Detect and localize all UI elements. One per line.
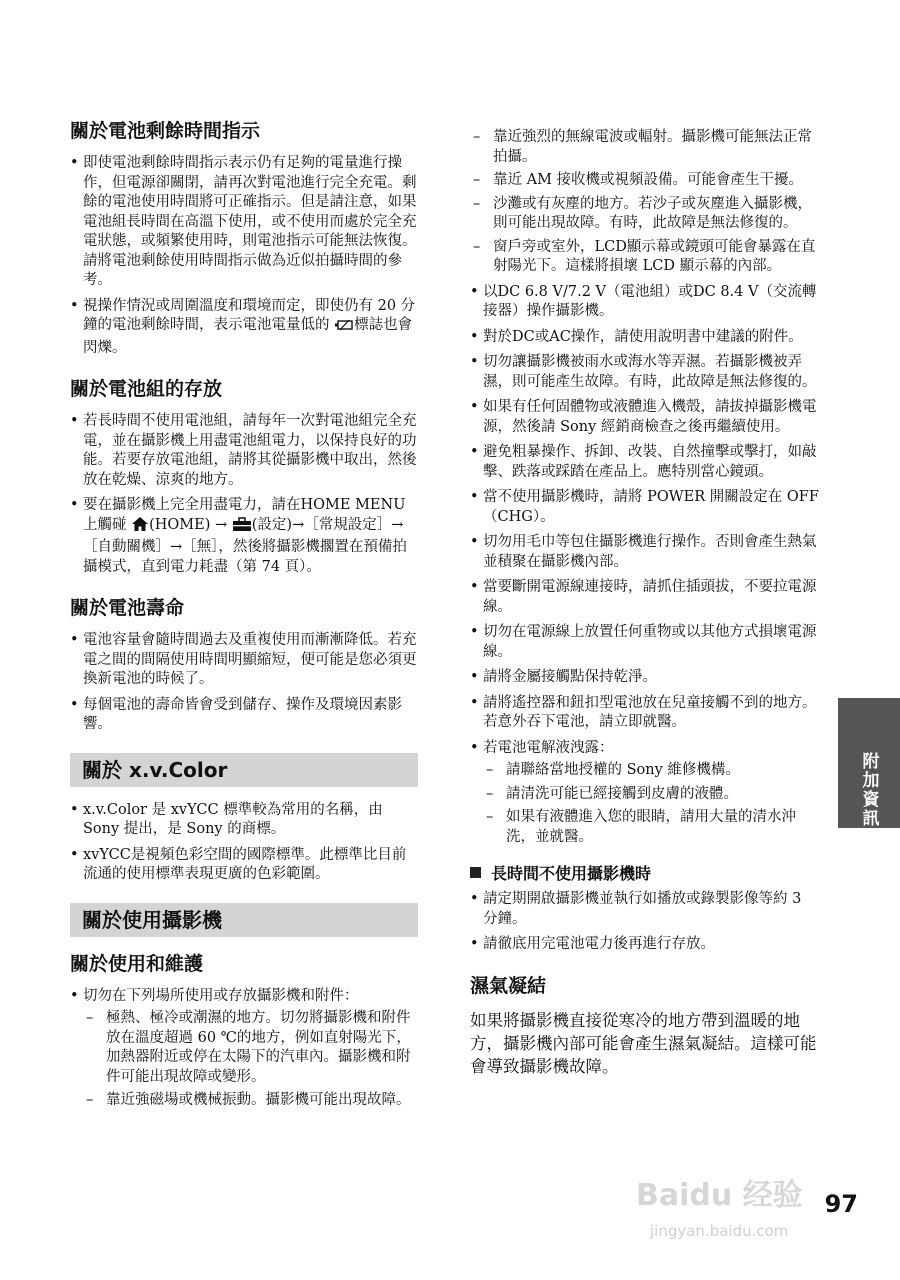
home-icon (131, 516, 149, 539)
section-title-condensation: 濕氣凝結 (470, 974, 547, 997)
use-maintenance-list (70, 987, 418, 1111)
square-bullet-icon (470, 867, 481, 878)
condensation-text: 如果將攝影機直接從寒冷的地方帶到溫暖的地方，攝影機內部可能會產生濕氣凝結。這樣可能會導致攝影機故障。 (470, 1010, 817, 1076)
list-item: • 對於DC或AC操作，請使用說明書中建議的附件。 (470, 328, 820, 348)
battery-life-list (70, 631, 418, 735)
sub-list (83, 1009, 418, 1111)
sub-item: – 靠近強烈的無線電波或輻射。攝影機可能無法正常拍攝。 (470, 128, 820, 167)
list-item: • 請將遙控器和鈕扣型電池放在兒童接觸不到的地方。若意外吞下電池，請立即就醫。 (470, 694, 820, 733)
sub-item: – 靠近強磁場或機械振動。攝影機可能出現故障。 (83, 1091, 418, 1111)
list-item: • xvYCC是視頻色彩空間的國際標準。此標準比目前流通的使用標準表現更廣的色彩範圍。 (70, 846, 418, 885)
sub-item: – 靠近 AM 接收機或視頻設備。可能會產生干擾。 (470, 171, 820, 191)
battery-storage-list (70, 412, 418, 577)
battery-time-list (70, 154, 418, 358)
section-title-use-maintenance: 關於使用和維護 (70, 952, 204, 975)
battery-low-icon (334, 318, 354, 339)
list-item: • 請將金屬接觸點保持乾淨。 (470, 668, 820, 688)
list-item: • 切勿用毛巾等包住攝影機進行操作。否則會產生熱氣並積聚在攝影機內部。 (470, 533, 820, 572)
list-item: • 切勿在電源線上放置任何重物或以其他方式損壞電源線。 (470, 623, 820, 662)
band-title-camera-use: 關於使用攝影機 (70, 903, 418, 937)
band-title-xvcolor: 關於 x.v.Color (70, 753, 418, 787)
watermark-logo: Baidu 经验 (636, 1178, 803, 1213)
watermark-url: jingyan.baidu.com (650, 1222, 789, 1240)
section-title-battery-time: 關於電池剩餘時間指示 (70, 120, 261, 142)
list-item: • 每個電池的壽命皆會受到儲存、操作及環境因素影響。 (70, 696, 418, 735)
list-item: • 即使電池剩餘時間指示表示仍有足夠的電量進行操作，但電源卻關閉，請再次對電池進行完全充電。剩餘的電池使用時間將可正確指示。但是請注意，如果電池組長時間在高溫下使用，或不使用而處於完全充電狀態，或頻繁使用時，則電池指示可能無法恢復。請將電池剩餘使用時間指示做為近似拍攝時間的參考。 (70, 154, 418, 291)
list-item: • 避免粗暴操作、拆卸、改裝、自然撞擊或擊打，如敲擊、跌落或踩踏在產品上。應特別當心鏡頭。 (470, 443, 820, 482)
list-item: • 視操作情況或周圍溫度和環境而定，即使仍有 20 分鐘的電池剩餘時間，表示電池電量低的 標誌也會閃爍。 (70, 297, 418, 359)
list-item: • 以DC 6.8 V/7.2 V（電池組）或DC 8.4 V（交流轉接器）操作攝影機。 (470, 283, 820, 322)
right-column (470, 128, 820, 1078)
sub-list-continued (470, 128, 820, 277)
xvcolor-list (70, 801, 418, 885)
page-number: 97 (824, 1190, 858, 1218)
sub-item: – 請清洗可能已經接觸到皮膚的液體。 (483, 785, 820, 805)
sub-item: – 沙灘或有灰塵的地方。若沙子或灰塵進入攝影機，則可能出現故障。有時，此故障是無法修復的。 (470, 195, 820, 234)
side-tab-label: 附加資訊 (858, 752, 879, 828)
list-item: • 切勿讓攝影機被雨水或海水等弄濕。若攝影機被弄濕，則可能產生故障。有時，此故障是無法修復的。 (470, 353, 820, 392)
care-list (470, 283, 820, 848)
list-item: • 若電池電解液洩露： – 請聯絡當地授權的 Sony 維修機構。 – 請清洗可能已經接觸到皮膚的液體。 – 如果有液體進入您的眼睛，請用大量的清水沖洗，並就醫。 (470, 739, 820, 848)
longtime-heading: 長時間不使用攝影機時 (470, 861, 820, 884)
section-title-battery-life: 關於電池壽命 (70, 597, 185, 619)
longtime-list (470, 890, 820, 955)
list-item: • 要在攝影機上完全用盡電力，請在HOME MENU 上觸碰 (HOME) → (設定)→［常規設定］→［自動關機］→［無］，然後將攝影機擱置在預備拍攝模式，直到電力耗盡（第 74 頁）。 (70, 496, 418, 577)
toolbox-icon (232, 517, 252, 539)
list-item: • x.v.Color 是 xvYCC 標準較為常用的名稱，由 Sony 提出，是 Sony 的商標。 (70, 801, 418, 840)
leak-sub-list (483, 761, 820, 847)
list-item: • 當要斷開電源線連接時，請抓住插頭拔，不要拉電源線。 (470, 578, 820, 617)
left-column (70, 118, 418, 1129)
list-item: • 如果有任何固體物或液體進入機殼，請拔掉攝影機電源，然後請 Sony 經銷商檢查之後再繼續使用。 (470, 398, 820, 437)
sub-item: – 窗戶旁或室外，LCD顯示幕或鏡頭可能會暴露在直射陽光下。這樣將損壞 LCD 顯示幕的內部。 (470, 238, 820, 277)
sub-item: – 極熱、極冷或潮濕的地方。切勿將攝影機和附件放在溫度超過 60 ℃的地方，例如直射陽光下，加熱器附近或停在太陽下的汽車內。攝影機和附件可能出現故障或變形。 (83, 1009, 418, 1087)
list-item: • 切勿在下列場所使用或存放攝影機和附件： – 極熱、極冷或潮濕的地方。切勿將攝影機和附件放在溫度超過 60 ℃的地方，例如直射陽光下，加熱器附近或停在太陽下的汽車內。攝影機和附件可能出現故障或變形。 – 靠近強磁場或機械振動。攝影機可能出現故障。 (70, 987, 418, 1111)
section-title-battery-storage: 關於電池組的存放 (70, 378, 223, 400)
list-item: • 請徹底用完電池電力後再進行存放。 (470, 935, 820, 955)
list-item: • 當不使用攝影機時，請將 POWER 開關設定在 OFF（CHG）。 (470, 488, 820, 527)
list-item: • 電池容量會隨時間過去及重複使用而漸漸降低。若充電之間的間隔使用時間明顯縮短，便可能是您必須更換新電池的時候了。 (70, 631, 418, 690)
list-item: • 請定期開啟攝影機並執行如播放或錄製影像等約 3 分鐘。 (470, 890, 820, 929)
sub-item: – 如果有液體進入您的眼睛，請用大量的清水沖洗，並就醫。 (483, 808, 820, 847)
list-item: • 若長時間不使用電池組，請每年一次對電池組完全充電，並在攝影機上用盡電池組電力，以保持良好的功能。若要存放電池組，請將其從攝影機中取出，然後放在乾燥、涼爽的地方。 (70, 412, 418, 490)
sub-item: – 請聯絡當地授權的 Sony 維修機構。 (483, 761, 820, 781)
